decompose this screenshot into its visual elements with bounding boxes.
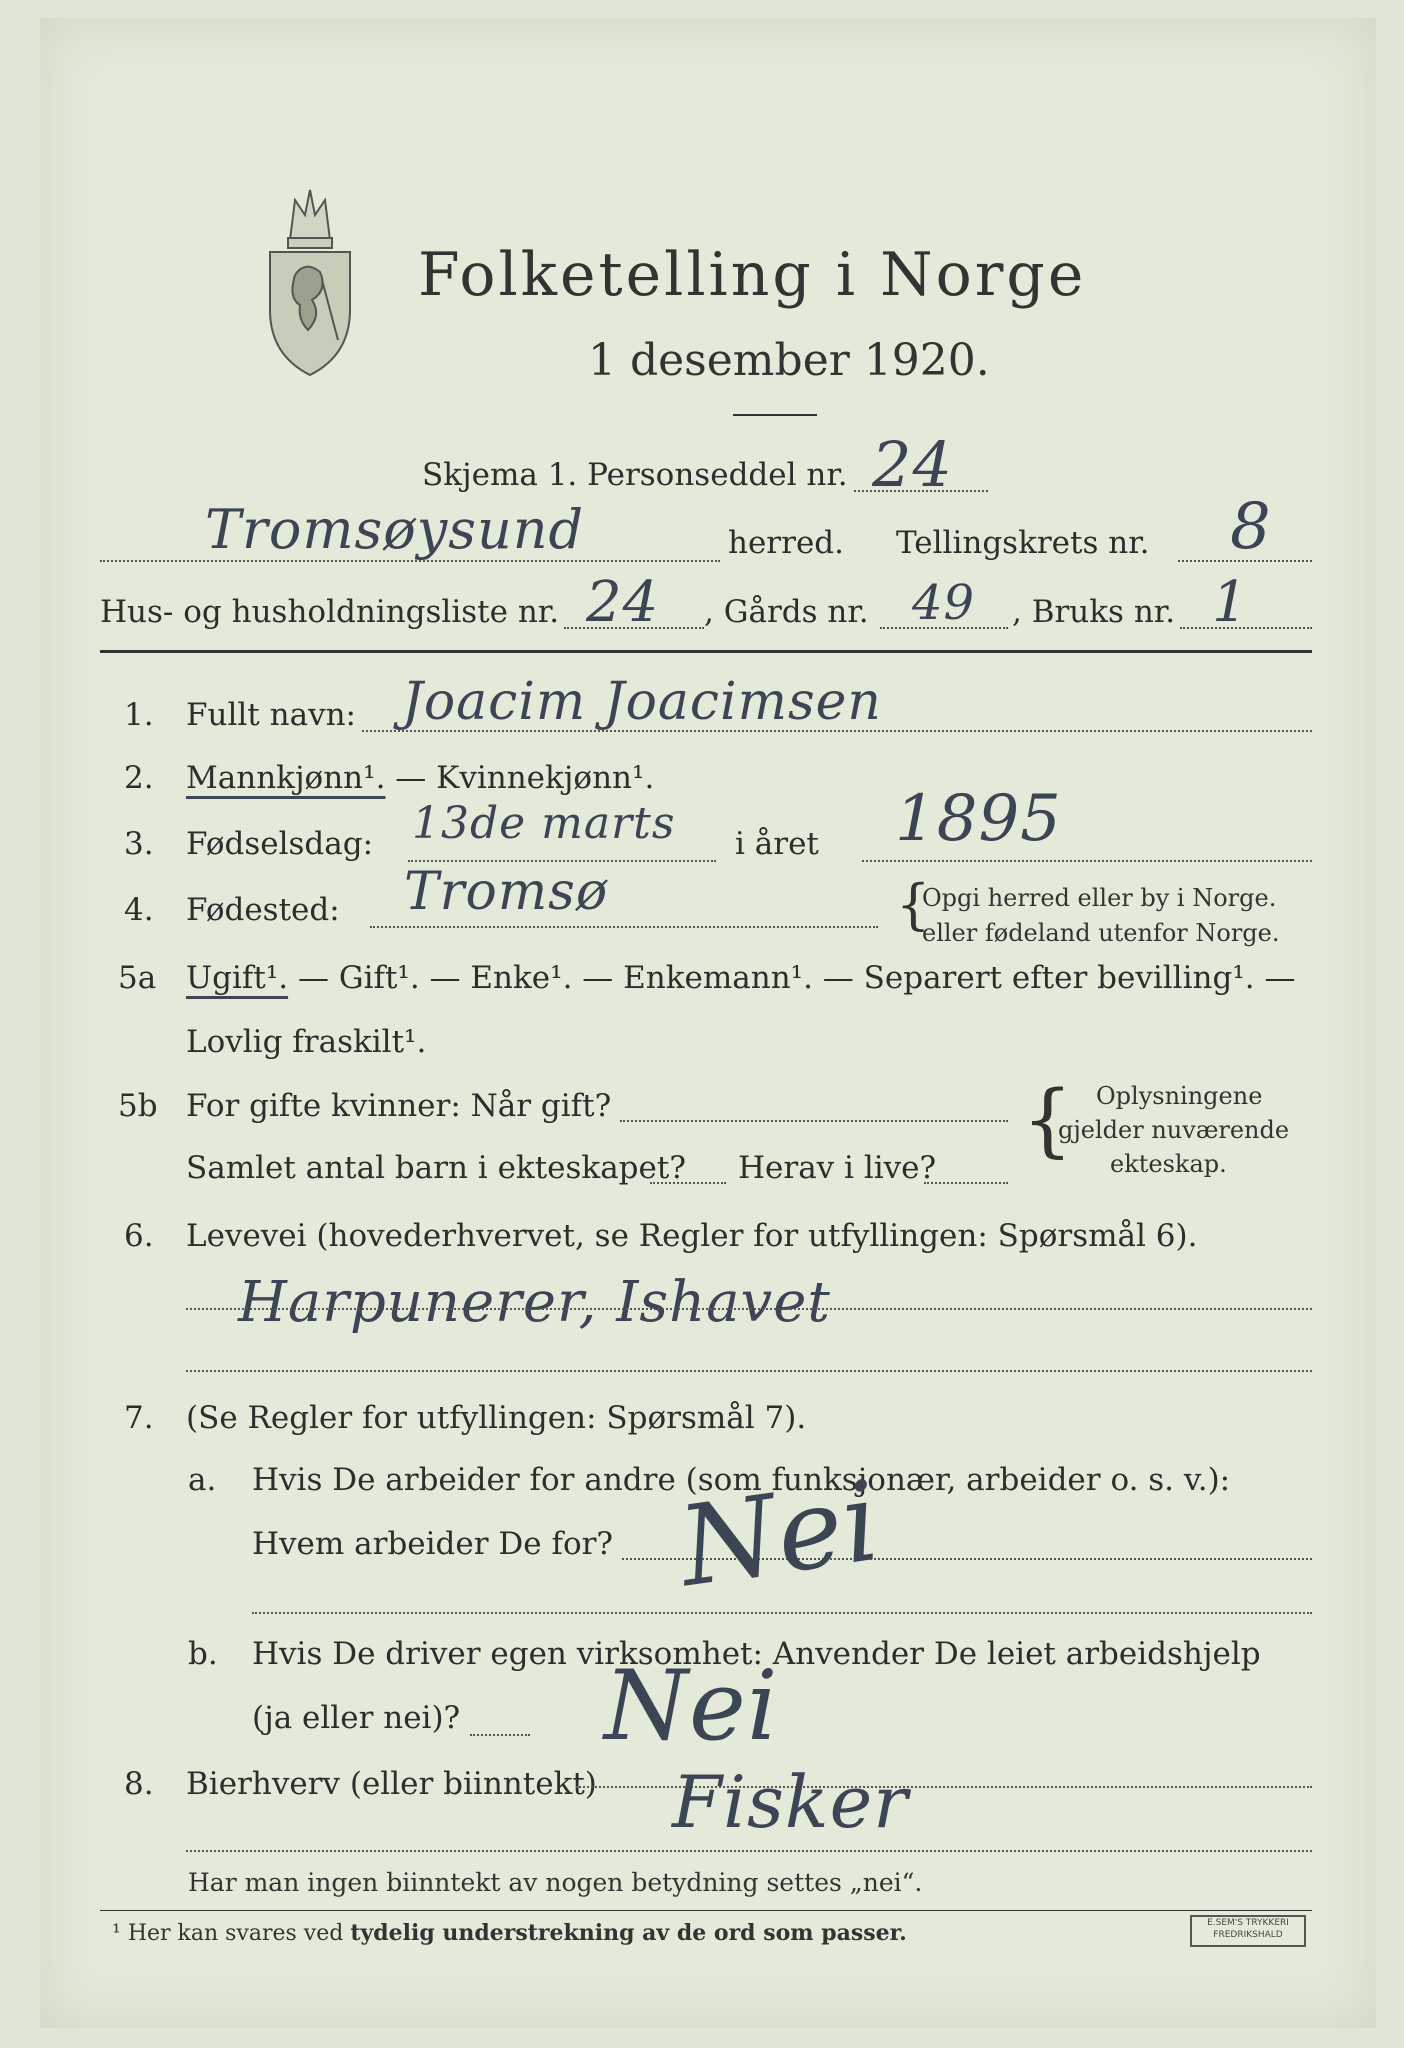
bruks-value[interactable]: 1 [1212,570,1249,635]
gender-separator: — [385,760,437,796]
form-date: 1 desember 1920. [588,335,990,386]
year-label: i året [735,826,819,862]
q8-label: Bierhverv (eller biinntekt) [186,1766,597,1802]
footnote [112,1920,907,1946]
side-income-value[interactable]: Fisker [672,1760,909,1844]
birth-year-value[interactable]: 1895 [895,782,1062,856]
option-male[interactable]: Mannkjønn¹. [186,760,386,796]
marital-other-options[interactable]: — Gift¹. — Enke¹. — Enkemann¹. — Separert efter bevilling¹. — [288,960,1296,996]
q7b-label: Hvis De driver egen virksomhet: Anvender De leiet arbeidshjelp [252,1636,1261,1672]
birthplace-line [370,926,878,928]
q7a-label-2: Hvem arbeider De for? [252,1526,614,1562]
printer-stamp [1190,1915,1306,1947]
q8-number: 8. [124,1766,154,1802]
q1-number: 1. [124,697,154,733]
q7-label: (Se Regler for utfyllingen: Spørsmål 7). [186,1400,807,1436]
q3-number: 3. [124,826,154,862]
q3-label: Fødselsdag: [186,826,374,862]
norwegian-coat-of-arms-icon [250,180,370,380]
option-ugift[interactable]: Ugift¹. [186,960,289,996]
birthplace-value[interactable]: Tromsø [404,862,609,922]
option-female[interactable]: Kvinnekjønn¹. [436,760,655,796]
footnote-divider [100,1910,1312,1911]
full-name-value[interactable]: Joacim Joacimsen [402,672,882,732]
q4-label: Fødested: [186,892,340,928]
header-divider [100,650,1312,653]
gender-options [186,760,654,796]
q7b-label-2: (ja eller nei)? [252,1700,461,1736]
option-lovlig-fraskilt[interactable]: Lovlig fraskilt¹. [186,1024,427,1060]
q2-number: 2. [124,760,154,796]
q6-number: 6. [124,1218,154,1254]
stamp-line-2: FREDRIKSHALD [1213,1930,1283,1940]
stamp-line-1: E.SEM'S TRYKKERI [1207,1918,1289,1928]
q5b-note-1: Oplysningene [1096,1082,1263,1110]
q5a-number: 5a [118,960,157,996]
employer-line-2 [252,1612,1312,1614]
footnote-bold: tydelig understrekning av de ord som passer. [350,1920,907,1946]
q5b-alive-label: Herav i live? [738,1150,937,1186]
married-when-line [620,1120,1008,1122]
q4-brace: { [896,873,931,936]
occupation-line-1 [186,1308,1312,1310]
q5b-note-3: ekteskap. [1110,1150,1227,1178]
q7a-label: Hvis De arbeider for andre (som funksjonær, arbeider o. s. v.): [252,1462,1231,1498]
q5b-note-2: gjelder nuværende [1058,1116,1290,1144]
gards-value[interactable]: 49 [912,575,976,631]
children-line [650,1182,726,1184]
title-divider [733,414,817,416]
herred-label: herred. [728,525,844,561]
birthdate-value[interactable]: 13de marts [412,798,676,849]
q7b-letter: b. [188,1636,218,1672]
q8-note: Har man ingen biinntekt av nogen betydning settes „nei“. [188,1868,923,1897]
q5b-label: For gifte kvinner: Når gift? [186,1088,612,1124]
hus-label: Hus- og husholdningsliste nr. [100,594,560,630]
marital-options [186,960,1295,996]
hired-help-line [470,1734,530,1736]
q7-number: 7. [124,1400,154,1436]
q7a-letter: a. [188,1462,217,1498]
footnote-text: Her kan svares ved [127,1921,351,1946]
gards-label: , Gårds nr. [704,594,869,630]
q5b-number: 5b [118,1088,158,1124]
q6-label: Levevei (hovederhvervet, se Regler for utfyllingen: Spørsmål 6). [186,1218,1198,1254]
skjema-label: Skjema 1. Personseddel nr. [422,457,848,493]
hired-help-value[interactable]: Nei [604,1650,779,1762]
herred-value[interactable]: Tromsøysund [205,498,585,561]
employer-value[interactable]: Nei [672,1456,888,1612]
hus-value[interactable]: 24 [586,570,660,635]
q4-number: 4. [124,892,154,928]
footnote-mark: ¹ [112,1921,121,1946]
q5b-children-label: Samlet antal barn i ekteskapet? [186,1150,686,1186]
occupation-value[interactable]: Harpunerer, Ishavet [238,1270,831,1335]
q1-label: Fullt navn: [186,697,356,733]
q5b-brace: { [1022,1073,1073,1166]
personseddel-value[interactable]: 24 [872,428,953,501]
q4-note-1: Opgi herred eller by i Norge. [922,884,1277,912]
side-income-line-2 [186,1850,1312,1852]
year-line [862,860,1312,862]
tellingskrets-value[interactable]: 8 [1230,490,1272,564]
form-title: Folketelling i Norge [418,240,1087,310]
bruks-label: , Bruks nr. [1012,594,1176,630]
alive-line [924,1182,1008,1184]
q4-note-2: eller fødeland utenfor Norge. [922,919,1280,947]
tellingskrets-label: Tellingskrets nr. [896,525,1150,561]
occupation-line-2 [186,1370,1312,1372]
